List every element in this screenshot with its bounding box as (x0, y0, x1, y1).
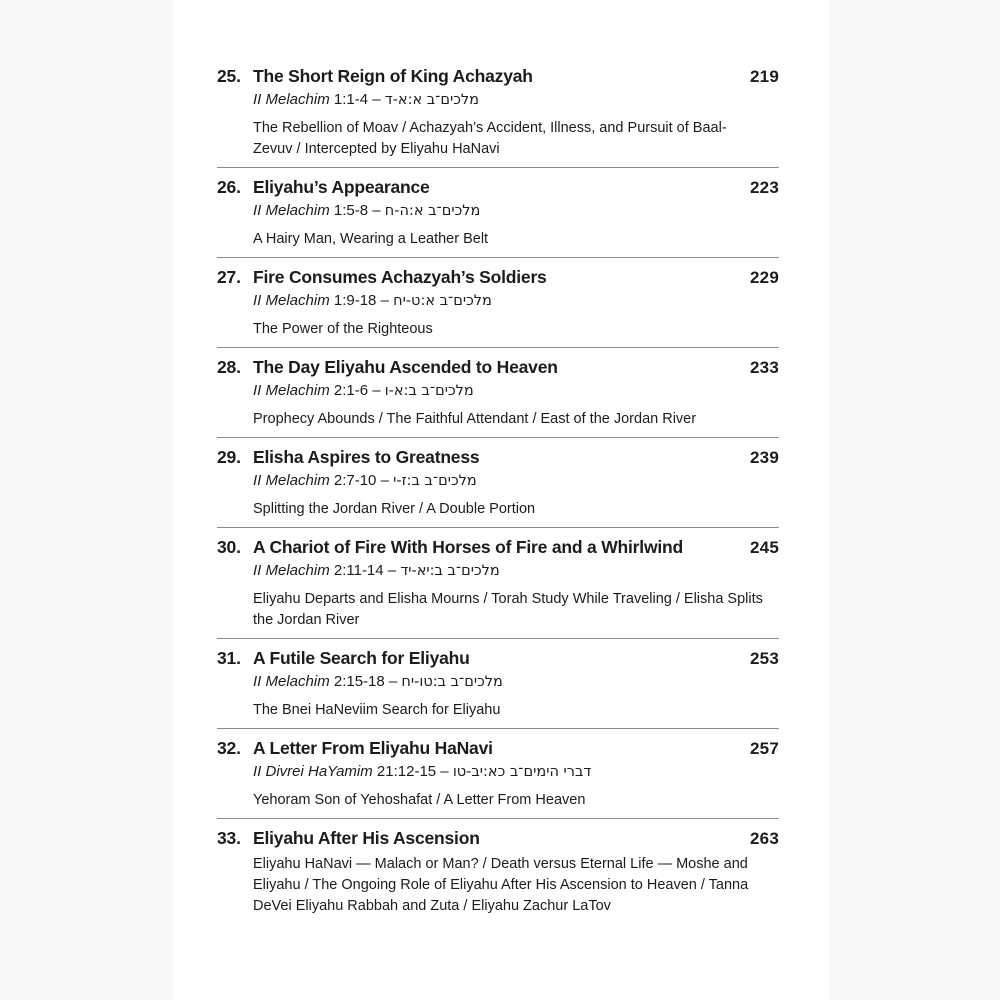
entry-title-line (217, 177, 430, 198)
entry-title: The Day Eliyahu Ascended to Heaven (253, 357, 558, 377)
ref-book: II Melachim (253, 382, 330, 399)
entry-summary: Splitting the Jordan River / A Double Portion (253, 501, 536, 517)
entry-summary: Eliyahu HaNavi — Malach or Man? / Death versus Eternal Life — Moshe and Eliyahu / The Ongoing Role of Eliyahu After His Ascension to Heaven / Tanna DeVei Eliyahu Rabbah and Zuta / Eliyahu Zachur LaTov (253, 856, 749, 914)
ref-verses: 2:7-10 (333, 472, 377, 489)
ref-book: II Melachim (253, 202, 330, 219)
toc-entry-31[interactable] (217, 638, 779, 721)
ref-book: II Melachim (253, 472, 330, 489)
entry-summary: Eliyahu Departs and Elisha Mourns / Torah Study While Traveling / Elisha Splits the Jordan River (253, 591, 763, 628)
ref-hebrew: מלכים־ב ב:ז-י (393, 473, 477, 489)
entry-number: 28. (217, 357, 241, 377)
entry-header (217, 66, 779, 90)
ref-book: II Melachim (253, 292, 330, 309)
entry-header (217, 177, 779, 201)
entry-title-line (217, 66, 533, 87)
toc-entry-25[interactable] (217, 62, 779, 160)
entry-title: A Chariot of Fire With Horses of Fire and a Whirlwind (253, 537, 684, 557)
entry-summary: A Hairy Man, Wearing a Leather Belt (253, 231, 489, 247)
entry-title-line (217, 537, 683, 558)
entry-number: 30. (217, 537, 241, 557)
ref-hebrew: מלכים־ב ב:א-ו (384, 383, 474, 399)
ref-verses: 1:1-4 (333, 91, 369, 108)
ref-separator: – (376, 472, 394, 489)
scripture-reference (217, 471, 779, 491)
ref-separator: – (368, 91, 385, 108)
toc-entry-30[interactable] (217, 527, 779, 631)
entry-title-line (217, 738, 493, 759)
entry-header (217, 648, 779, 672)
entry-title: Eliyahu’s Appearance (253, 177, 430, 197)
entry-page-number: 223 (750, 178, 779, 197)
entry-title-line (217, 267, 547, 288)
entry-number: 32. (217, 738, 241, 758)
entry-number: 26. (217, 177, 241, 197)
entry-header (217, 447, 779, 471)
entry-header (217, 828, 779, 852)
entry-title-line (217, 447, 479, 468)
table-of-contents (217, 62, 779, 917)
toc-entry-33[interactable] (217, 818, 779, 917)
toc-entry-26[interactable] (217, 167, 779, 250)
entry-title: The Short Reign of King Achazyah (253, 66, 533, 86)
entry-header (217, 357, 779, 381)
ref-hebrew: דברי הימים־ב כא:יב-טו (452, 764, 592, 780)
entry-summary: Yehoram Son of Yehoshafat / A Letter From Heaven (253, 792, 586, 808)
entry-page-number: 219 (750, 67, 779, 86)
toc-entry-28[interactable] (217, 347, 779, 430)
ref-verses: 21:12-15 (376, 763, 437, 780)
ref-hebrew: מלכים־ב א:ט-יח (393, 293, 492, 309)
ref-hebrew: מלכים־ב ב:טו-יח (401, 674, 503, 690)
entry-title: Elisha Aspires to Greatness (253, 447, 480, 467)
entry-title: A Letter From Eliyahu HaNavi (253, 738, 493, 758)
entry-page-number: 253 (750, 649, 779, 668)
ref-separator: – (376, 292, 394, 309)
entry-number: 27. (217, 267, 241, 287)
entry-title: A Futile Search for Eliyahu (253, 648, 470, 668)
ref-verses: 2:11-14 (333, 562, 384, 579)
scripture-reference (217, 291, 779, 311)
entry-header (217, 738, 779, 762)
ref-hebrew: מלכים־ב א:ה-ח (384, 203, 481, 219)
scripture-reference (217, 201, 779, 221)
entry-title: Eliyahu After His Ascension (253, 828, 480, 848)
entry-page-number: 245 (750, 538, 779, 557)
ref-hebrew: מלכים־ב ב:יא-יד (400, 563, 500, 579)
entry-page-number: 239 (750, 448, 779, 467)
entry-title-line (217, 828, 480, 849)
entry-number: 25. (217, 66, 241, 86)
ref-hebrew: מלכים־ב א:א-ד (384, 92, 480, 108)
entry-page-number: 263 (750, 829, 779, 848)
entry-title: Fire Consumes Achazyah’s Soldiers (253, 267, 547, 287)
ref-book: II Divrei HaYamim (253, 763, 373, 780)
ref-verses: 1:5-8 (333, 202, 369, 219)
toc-entry-32[interactable] (217, 728, 779, 811)
ref-verses: 1:9-18 (333, 292, 377, 309)
ref-separator: – (383, 562, 401, 579)
entry-page-number: 257 (750, 739, 779, 758)
ref-separator: – (368, 382, 385, 399)
entry-number: 33. (217, 828, 241, 848)
scripture-reference (217, 381, 779, 401)
toc-entry-29[interactable] (217, 437, 779, 520)
ref-book: II Melachim (253, 91, 330, 108)
ref-book: II Melachim (253, 562, 330, 579)
ref-verses: 2:15-18 (333, 673, 385, 690)
ref-verses: 2:1-6 (333, 382, 369, 399)
entry-page-number: 233 (750, 358, 779, 377)
ref-separator: – (368, 202, 385, 219)
ref-separator: – (436, 763, 453, 780)
entry-header (217, 267, 779, 291)
scripture-reference (217, 672, 779, 692)
scripture-reference (217, 561, 779, 581)
entry-header (217, 537, 779, 561)
entry-summary: Prophecy Abounds / The Faithful Attendant / East of the Jordan River (253, 411, 697, 427)
entry-page-number: 229 (750, 268, 779, 287)
entry-summary: The Power of the Righteous (253, 321, 433, 337)
entry-title-line (217, 648, 470, 669)
entry-number: 31. (217, 648, 241, 668)
entry-number: 29. (217, 447, 241, 467)
entry-title-line (217, 357, 558, 378)
ref-book: II Melachim (253, 673, 330, 690)
toc-entry-27[interactable] (217, 257, 779, 340)
scripture-reference (217, 90, 779, 110)
scripture-reference (217, 762, 779, 782)
ref-separator: – (384, 673, 402, 690)
entry-summary: The Bnei HaNeviim Search for Eliyahu (253, 702, 501, 718)
entry-summary: The Rebellion of Moav / Achazyah’s Accident, Illness, and Pursuit of Baal-Zevuv / Intercepted by Eliyahu HaNavi (253, 120, 727, 157)
